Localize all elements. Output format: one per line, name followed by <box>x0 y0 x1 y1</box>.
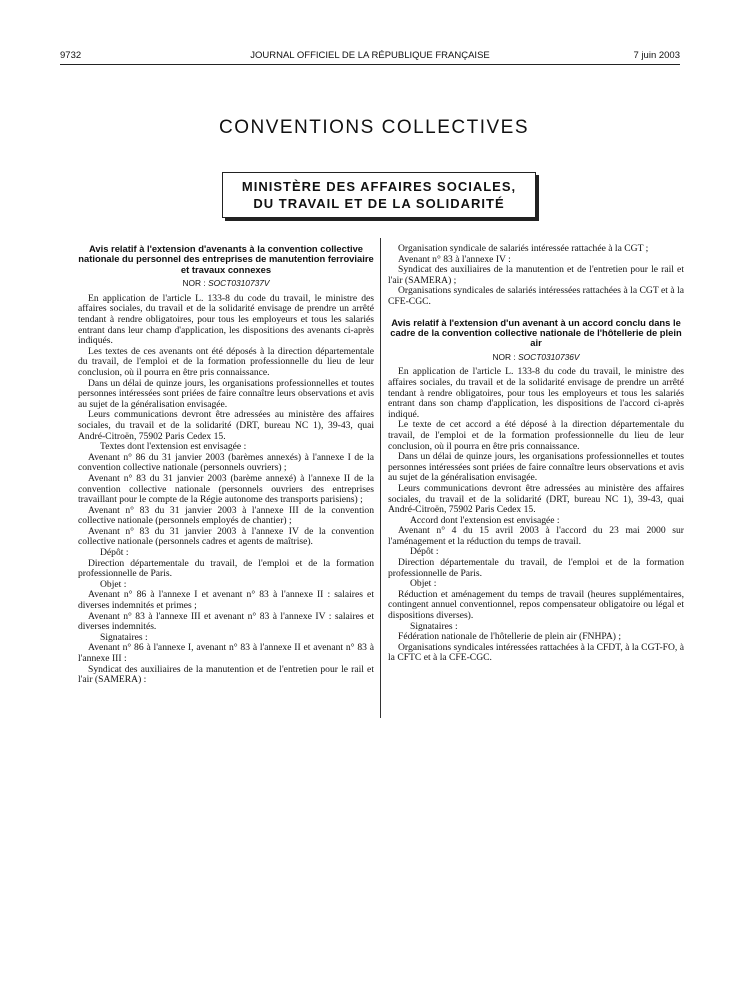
section-title: CONVENTIONS COLLECTIVES <box>218 117 530 138</box>
paragraph: Organisations syndicales intéressées rattachées à la CFDT, à la CGT-FO, à la CFTC et à la CFE-CGC. <box>388 641 684 664</box>
nor-label: NOR : <box>182 278 206 289</box>
paragraph: Avenant n° 86 à l'annexe I et avenant n° 83 à l'annexe II : salaires et diverses indemnités et primes ; <box>78 589 374 612</box>
paragraph: Avenant n° 86 à l'annexe I, avenant n° 83 à l'annexe II et avenant n° 83 à l'annexe III : <box>78 642 374 664</box>
avis-1-nor <box>78 278 374 289</box>
paragraph: Avenant n° 4 du 15 avril 2003 à l'accord du 23 mai 2000 sur l'aménagement et la réduction du temps de travail. <box>388 525 684 547</box>
subheading: Objet : <box>410 578 437 590</box>
journal-title: JOURNAL OFFICIEL DE LA RÉPUBLIQUE FRANÇAISE <box>250 50 490 61</box>
subheading: Dépôt : <box>410 546 439 558</box>
paragraph: Syndicat des auxiliaires de la manutention et de l'entretien pour le rail et l'air (SAMERA) : <box>78 663 374 686</box>
issue-date: 7 juin 2003 <box>633 50 680 61</box>
paragraph: Avenant n° 83 du 31 janvier 2003 à l'annexe III de la convention collective nationale (personnels employés de chantier) ; <box>78 504 374 527</box>
paragraph: Organisation syndicale de salariés intéressée rattachée à la CGT ; <box>398 243 649 254</box>
header-rule <box>60 64 680 65</box>
subheading: Accord dont l'extension est envisagée : <box>410 514 560 526</box>
paragraph: Le texte de cet accord a été déposé à la direction départementale du travail, de l'emploi et de la formation professionnelle du lieu de leur conclusion, où il pourra en être pris connaissance. <box>388 419 684 452</box>
paragraph: Avenant n° 86 du 31 janvier 2003 (barèmes annexés) à l'annexe I de la convention collective nationale (personnels ouvriers) ; <box>78 451 374 474</box>
avis-1-title: Avis relatif à l'extension d'avenants à la convention collective nationale du personnel des entreprises de manutention ferroviaire et travaux connexes <box>78 243 374 275</box>
subheading: Signataires : <box>410 620 458 632</box>
subheading: Signataires : <box>100 631 148 643</box>
paragraph: Avenant n° 83 à l'annexe IV : <box>398 253 511 265</box>
paragraph: Fédération nationale de l'hôtellerie de plein air (FNHPA) ; <box>398 631 622 643</box>
page-number: 9732 <box>60 50 82 61</box>
subheading: Textes dont l'extension est envisagée : <box>100 441 247 453</box>
paragraph: Direction départementale du travail, de l'emploi et de la formation professionnelle de Paris. <box>78 557 374 580</box>
nor-code: SOCT0310736V <box>518 351 580 362</box>
ministry-line-2: DU TRAVAIL ET DE LA SOLIDARITÉ <box>253 196 505 211</box>
left-column <box>78 244 374 686</box>
paragraph: En application de l'article L. 133-8 du code du travail, le ministre des affaires sociales, du travail et de la solidarité envisage de prendre un arrêté tendant à rendre obligatoires, pour tous les employeurs et tous les salariés entrant dans son champ d'application, les dispositions de l'accord ci-après indiqué. <box>388 366 684 420</box>
paragraph: Dans un délai de quinze jours, les organisations professionnelles et toutes personnes intéressées sont priées de faire connaître leurs observations et avis au sujet de la généralisation envisagée. <box>388 451 684 484</box>
nor-code: SOCT0310737V <box>208 278 270 289</box>
paragraph: Leurs communications devront être adressées au ministère des affaires sociales, du travail et de la solidarité (DRT, bureau NC 1), 39-43, quai André-Citroën, 75902 Paris Cedex 15. <box>78 409 374 442</box>
paragraph: Dans un délai de quinze jours, les organisations professionnelles et toutes personnes intéressées sont priées de faire connaître leurs observations et avis au sujet de la généralisation envisagée. <box>78 377 374 410</box>
paragraph: Syndicat des auxiliaires de la manutention et de l'entretien pour le rail et l'air (SAMERA) ; <box>388 264 684 286</box>
column-divider <box>380 238 381 718</box>
paragraph: Avenant n° 83 du 31 janvier 2003 (barème annexé) à l'annexe II de la convention collective nationale (personnels ouvriers des entreprises travaillant pour le compte de la Régie autonome des transports parisiens) ; <box>78 472 374 506</box>
nor-label: NOR : <box>492 351 516 362</box>
paragraph: Avenant n° 83 du 31 janvier 2003 à l'annexe IV de la convention collective nationale (personnels cadres et agents de maîtrise). <box>78 525 374 548</box>
paragraph: En application de l'article L. 133-8 du code du travail, le ministre des affaires sociales, du travail et de la solidarité envisage de prendre un arrêté tendant à rendre obligatoires, pour tous les employeurs et tous les salariés entrant dans leur champ d'application, les dispositions des avenants ci-après indiqués. <box>78 292 374 347</box>
paragraph: Leurs communications devront être adressées au ministère des affaires sociales, du travail et de la solidarité (DRT, bureau NC 1), 39-43, quai André-Citroën, 75902 Paris Cedex 15. <box>388 482 684 516</box>
avis-2-title: Avis relatif à l'extension d'un avenant à un accord conclu dans le cadre de la convention collective nationale de l'hôtellerie de plein air <box>390 316 682 349</box>
avis-2-nor <box>388 352 684 363</box>
paragraph: Réduction et aménagement du temps de travail (heures supplémentaires, contingent annuel conventionnel, repos compensateur obligatoire ou légal et dispositions diverses). <box>388 588 684 622</box>
right-column <box>388 244 684 664</box>
ministry-line-1: MINISTÈRE DES AFFAIRES SOCIALES, <box>241 179 517 194</box>
paragraph: Les textes de ces avenants ont été déposés à la direction départementale du travail, de l'emploi et de la formation professionnelle du lieu de leur conclusion, où il pourra en être pris connaissance. <box>78 345 374 378</box>
ministry-box <box>222 172 536 218</box>
paragraph: Organisations syndicales de salariés intéressées rattachées à la CGT et à la CFE-CGC. <box>388 285 684 307</box>
paragraph: Direction départementale du travail, de l'emploi et de la formation professionnelle de Paris. <box>388 557 684 579</box>
page-header <box>60 50 680 64</box>
subheading: Dépôt : <box>100 547 129 559</box>
paragraph: Avenant n° 83 à l'annexe III et avenant n° 83 à l'annexe IV : salaires et diverses indemnités. <box>78 610 374 633</box>
subheading: Objet : <box>100 578 127 590</box>
